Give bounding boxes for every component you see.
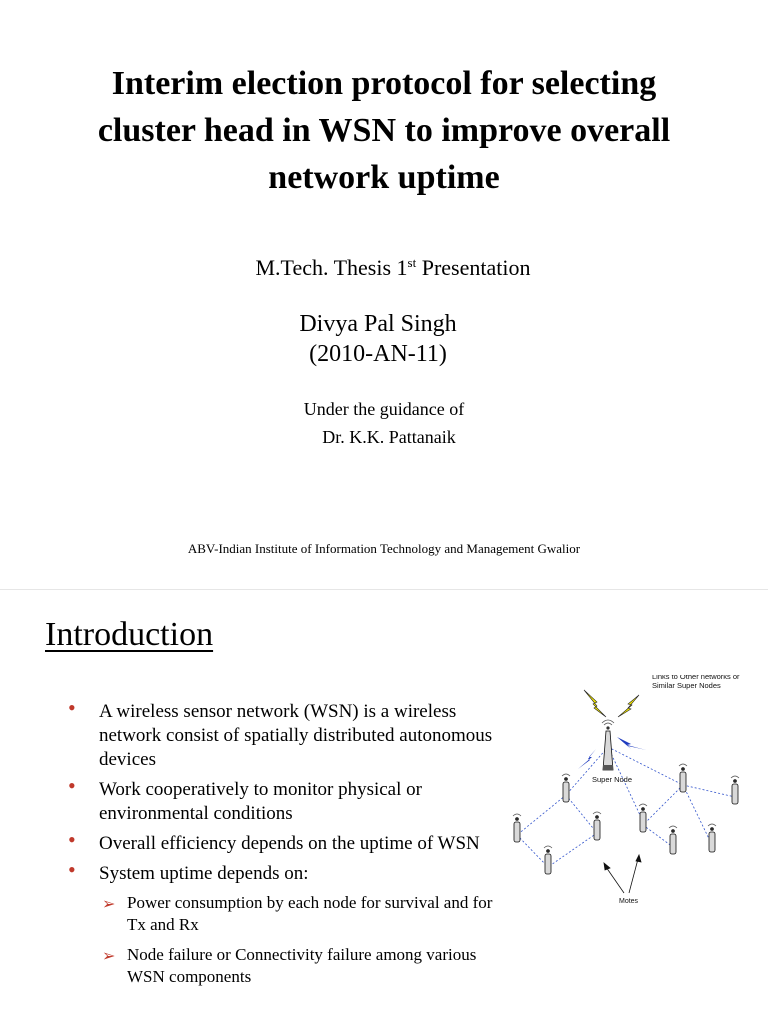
mote-icon <box>708 824 716 852</box>
dashed-links <box>517 747 735 867</box>
mote-icon <box>731 776 739 804</box>
mote-icon <box>562 774 570 802</box>
super-node-label: Super Node <box>592 775 633 784</box>
title-line-1: Interim election protocol for selecting <box>111 65 657 102</box>
sub-list-item <box>99 944 508 988</box>
list-item <box>68 827 508 856</box>
author-id: (2010-AN-11) <box>309 341 447 367</box>
sub-bullet-text: Node failure or Connectivity failure among various WSN components <box>127 945 477 986</box>
list-item <box>68 695 508 772</box>
bullet-dot-icon: • <box>68 827 76 852</box>
bullet-text: System uptime depends on: <box>99 863 309 884</box>
bullet-dot-icon: • <box>68 695 76 720</box>
sub-bullet-text: Power consumption by each node for survival and for Tx and Rx <box>127 893 493 934</box>
wsn-network-diagram <box>500 675 768 915</box>
mote-icon <box>639 804 647 832</box>
introduction-slide <box>0 590 768 1024</box>
subtitle-suffix: Presentation <box>416 255 531 280</box>
links-label-line-2: Similar Super Nodes <box>652 681 721 690</box>
bullet-dot-icon: • <box>68 773 76 798</box>
arrow-bullet-icon: ➢ <box>102 896 116 913</box>
sub-bullet-list <box>99 892 508 988</box>
guidance-block <box>0 395 768 451</box>
presentation-subtitle <box>0 255 768 281</box>
mote-icon <box>544 846 552 874</box>
title-line-2: cluster head in WSN to improve overall <box>97 112 671 149</box>
bullet-text: Work cooperatively to monitor physical or environmental conditions <box>99 779 422 824</box>
mote-pointer-arrows <box>604 855 641 893</box>
mote-icon <box>669 826 677 854</box>
subtitle-prefix: M.Tech. Thesis 1 <box>255 255 408 280</box>
mote-icon <box>593 812 601 840</box>
bullet-text: A wireless sensor network (WSN) is a wireless network consist of spatially distributed autonomous devices <box>99 701 493 770</box>
sub-list-item <box>99 892 508 936</box>
author-name: Divya Pal Singh <box>299 311 457 337</box>
mote-icon <box>513 814 521 842</box>
list-item <box>68 857 508 988</box>
list-item <box>68 773 508 826</box>
links-label-line-1: Links to Other networks or <box>652 675 740 681</box>
presentation-title <box>30 60 738 201</box>
super-node-tower-icon <box>602 720 614 770</box>
slide-title: Introduction <box>45 616 214 653</box>
title-line-3: network uptime <box>268 159 500 196</box>
bullet-text: Overall efficiency depends on the uptime of WSN <box>99 833 480 854</box>
institution-name: ABV-Indian Institute of Information Technology and Management Gwalior <box>187 541 581 556</box>
mote-icon <box>679 764 687 792</box>
guidance-label: Under the guidance of <box>303 399 465 419</box>
bullet-dot-icon: • <box>68 857 76 882</box>
author-block <box>0 309 756 369</box>
guide-name: Dr. K.K. Pattanaik <box>322 427 456 447</box>
subtitle-superscript: st <box>407 255 417 270</box>
motes-label: Motes <box>619 898 639 905</box>
arrow-bullet-icon: ➢ <box>102 948 116 965</box>
bullet-list <box>68 695 508 996</box>
